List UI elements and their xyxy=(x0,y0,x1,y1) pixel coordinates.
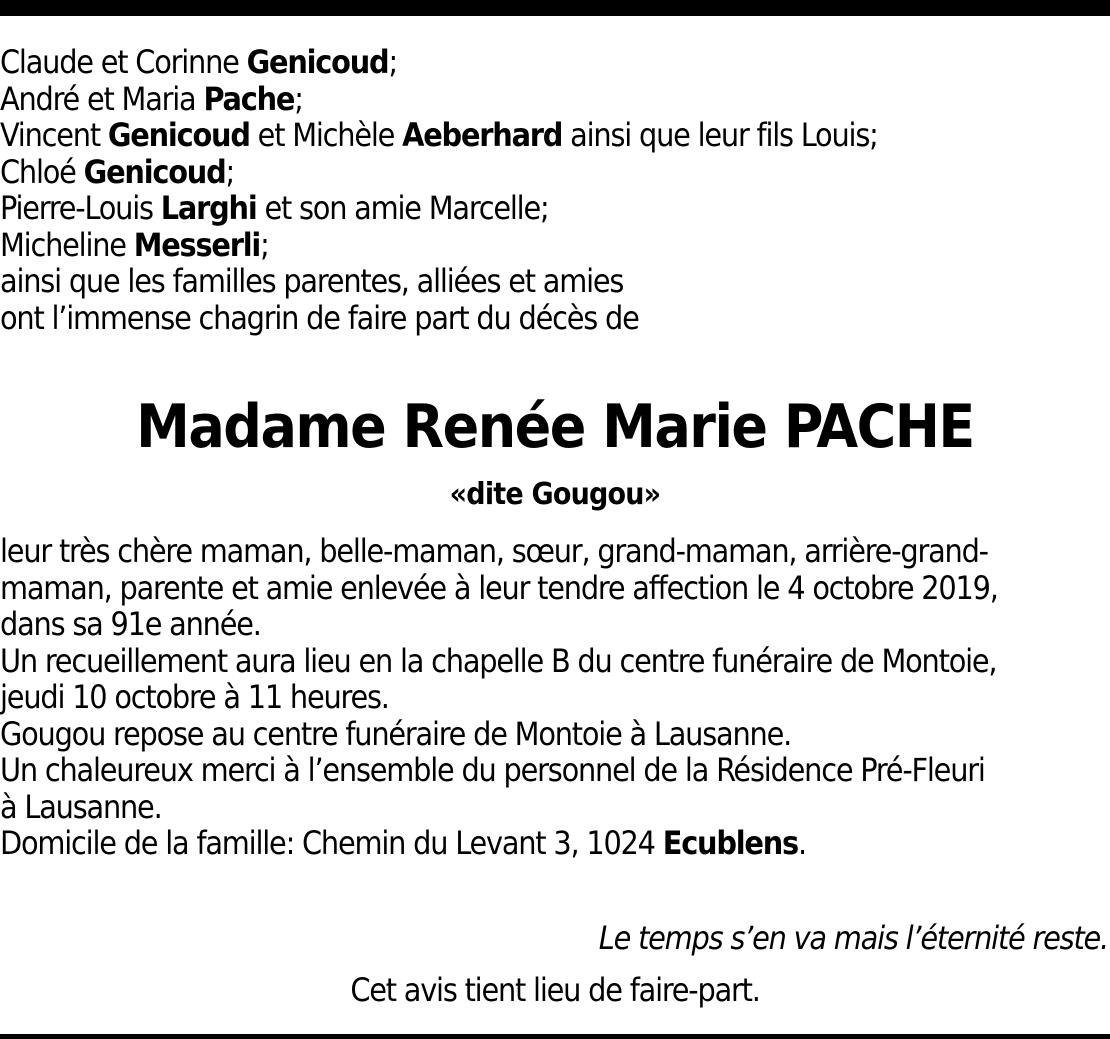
intro-line: ainsi que les familles parentes, alliées et amies xyxy=(0,262,624,300)
family-list xyxy=(0,44,1110,336)
deceased-nickname: «dite Gougou» xyxy=(449,477,661,512)
family-line: Chloé Genicoud; xyxy=(0,152,235,191)
bottom-border-rule xyxy=(0,1034,1110,1039)
family-line: Vincent Genicoud et Michèle Aeberhard ainsi que leur fils Louis; xyxy=(0,116,878,154)
notice-line: à Lausanne. xyxy=(0,787,162,826)
notice-line: Gougou repose au centre funéraire de Montoie à Lausanne. xyxy=(0,714,792,753)
notice-line: jeudi 10 octobre à 11 heures. xyxy=(0,678,389,716)
family-line: Micheline Messerli; xyxy=(0,225,269,264)
domicile-line: Domicile de la famille: Chemin du Levant 3, 1024 Ecublens. xyxy=(0,824,806,862)
notice-line: dans sa 91e année. xyxy=(0,605,261,643)
deceased-name: Madame Renée Marie PACHE xyxy=(136,392,974,462)
top-border-rule xyxy=(0,0,1110,16)
notice-line: maman, parente et amie enlevée à leur tendre affection le 4 octobre 2019, xyxy=(0,568,998,607)
notice-line: Un chaleureux merci à l’ensemble du personnel de la Résidence Pré-Fleuri xyxy=(0,751,985,789)
notice-line: Un recueillement aura lieu en la chapelle B du centre funéraire de Montoie, xyxy=(0,641,997,680)
family-line: Pierre-Louis Larghi et son amie Marcelle; xyxy=(0,189,549,227)
family-line: André et Maria Pache; xyxy=(0,79,303,118)
intro-line: ont l’immense chagrin de faire part du décès de xyxy=(0,298,639,337)
closing-note: Cet avis tient lieu de faire-part. xyxy=(350,971,760,1009)
closing-quote: Le temps s’en va mais l’éternité reste. xyxy=(598,919,1108,957)
family-line: Claude et Corinne Genicoud; xyxy=(0,43,397,81)
notice-line: leur très chère maman, belle-maman, sœur, grand-maman, arrière-grand- xyxy=(0,532,988,570)
notice-text xyxy=(0,533,1110,862)
